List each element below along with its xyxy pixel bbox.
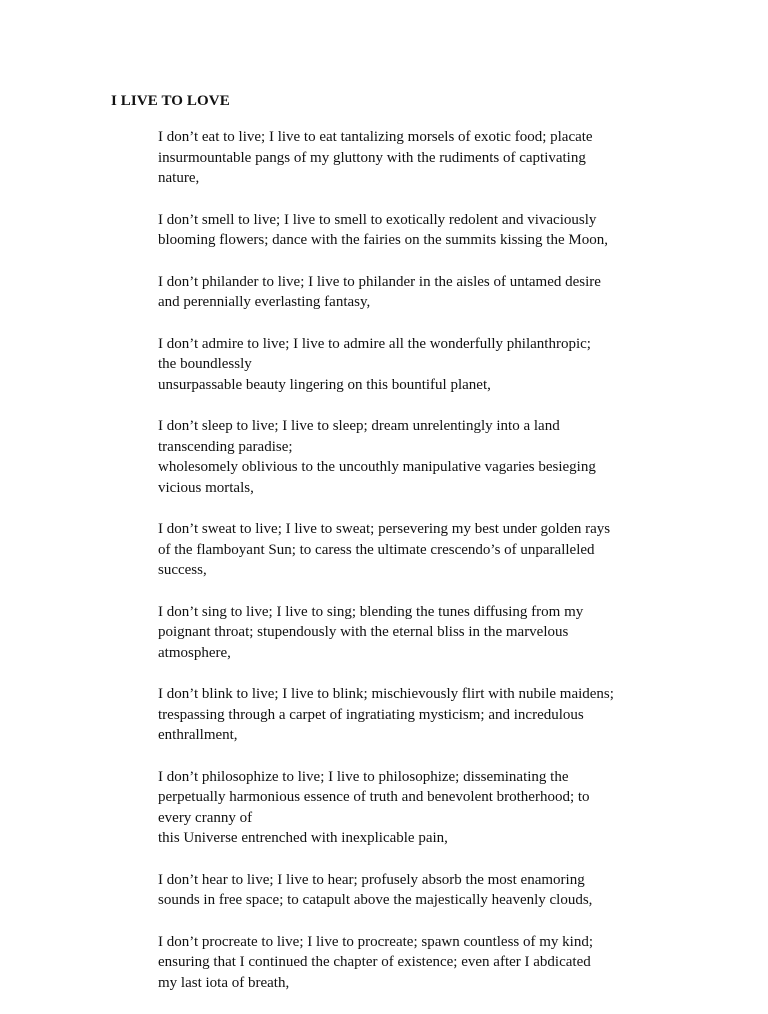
stanza xyxy=(158,127,658,189)
poem-line: I don’t philander to live; I live to philander in the aisles of untamed desire xyxy=(158,273,601,290)
stanza xyxy=(158,870,658,911)
poem-title: I LIVE TO LOVE xyxy=(111,93,230,109)
poem-line: I don’t sing to live; I live to sing; blending the tunes diffusing from my xyxy=(158,603,584,620)
poem-line: my last iota of breath, xyxy=(158,974,290,991)
poem-line: wholesomely oblivious to the uncouthly manipulative vagaries besieging xyxy=(158,459,596,475)
poem-line: I don’t eat to live; I live to eat tantalizing morsels of exotic food; placate xyxy=(158,129,593,145)
poem-line: I don’t admire to live; I live to admire all the wonderfully philanthropic; xyxy=(158,335,591,352)
poem-line: nature, xyxy=(158,170,200,186)
poem-line: enthrallment, xyxy=(158,727,238,743)
poem-line: I don’t procreate to live; I live to procreate; spawn countless of my kind; xyxy=(158,933,594,950)
poem-line: the boundlessly xyxy=(158,356,252,372)
poem-line: sounds in free space; to catapult above the majestically heavenly clouds, xyxy=(158,892,593,908)
poem-line: transcending paradise; xyxy=(158,438,293,455)
poem-line: insurmountable pangs of my gluttony with the rudiments of captivating xyxy=(158,149,586,166)
poem-line: unsurpassable beauty lingering on this bountiful planet, xyxy=(158,376,491,393)
stanza xyxy=(158,334,658,396)
poem-line: vicious mortals, xyxy=(158,479,254,496)
poem-line: this Universe entrenched with inexplicable pain, xyxy=(158,830,448,846)
poem-line: perpetually harmonious essence of truth and benevolent brotherhood; to xyxy=(158,789,590,805)
poem-line: poignant throat; stupendously with the eternal bliss in the marvelous xyxy=(158,624,569,640)
stanza xyxy=(158,932,658,994)
stanza xyxy=(158,416,658,498)
stanza xyxy=(158,519,658,581)
poem-line: I don’t hear to live; I live to hear; profusely absorb the most enamoring xyxy=(158,871,585,888)
stanza xyxy=(158,210,658,251)
poem-line: atmosphere, xyxy=(158,644,231,661)
poem-line: I don’t philosophize to live; I live to philosophize; disseminating the xyxy=(158,768,569,785)
stanza xyxy=(158,767,658,849)
poem-line: I don’t sweat to live; I live to sweat; persevering my best under golden rays xyxy=(158,521,611,537)
poem-line: blooming flowers; dance with the fairies on the summits kissing the Moon, xyxy=(158,232,608,248)
poem-body xyxy=(158,127,658,1014)
stanza xyxy=(158,602,658,664)
poem-line: trespassing through a carpet of ingratiating mysticism; and incredulous xyxy=(158,706,584,723)
poem-line: I don’t blink to live; I live to blink; mischievously flirt with nubile maidens; xyxy=(158,686,614,702)
poem-line: success, xyxy=(158,562,207,578)
poem-line: I don’t sleep to live; I live to sleep; dream unrelentingly into a land xyxy=(158,418,560,434)
poem-line: and perennially everlasting fantasy, xyxy=(158,294,371,310)
stanza xyxy=(158,272,658,313)
poem-line: I don’t smell to live; I live to smell to exotically redolent and vivaciously xyxy=(158,211,597,228)
poem-line: every cranny of xyxy=(158,809,253,826)
stanza xyxy=(158,684,658,746)
poem-line: ensuring that I continued the chapter of existence; even after I abdicated xyxy=(158,954,591,970)
poem-line: of the flamboyant Sun; to caress the ultimate crescendo’s of unparalleled xyxy=(158,541,595,558)
